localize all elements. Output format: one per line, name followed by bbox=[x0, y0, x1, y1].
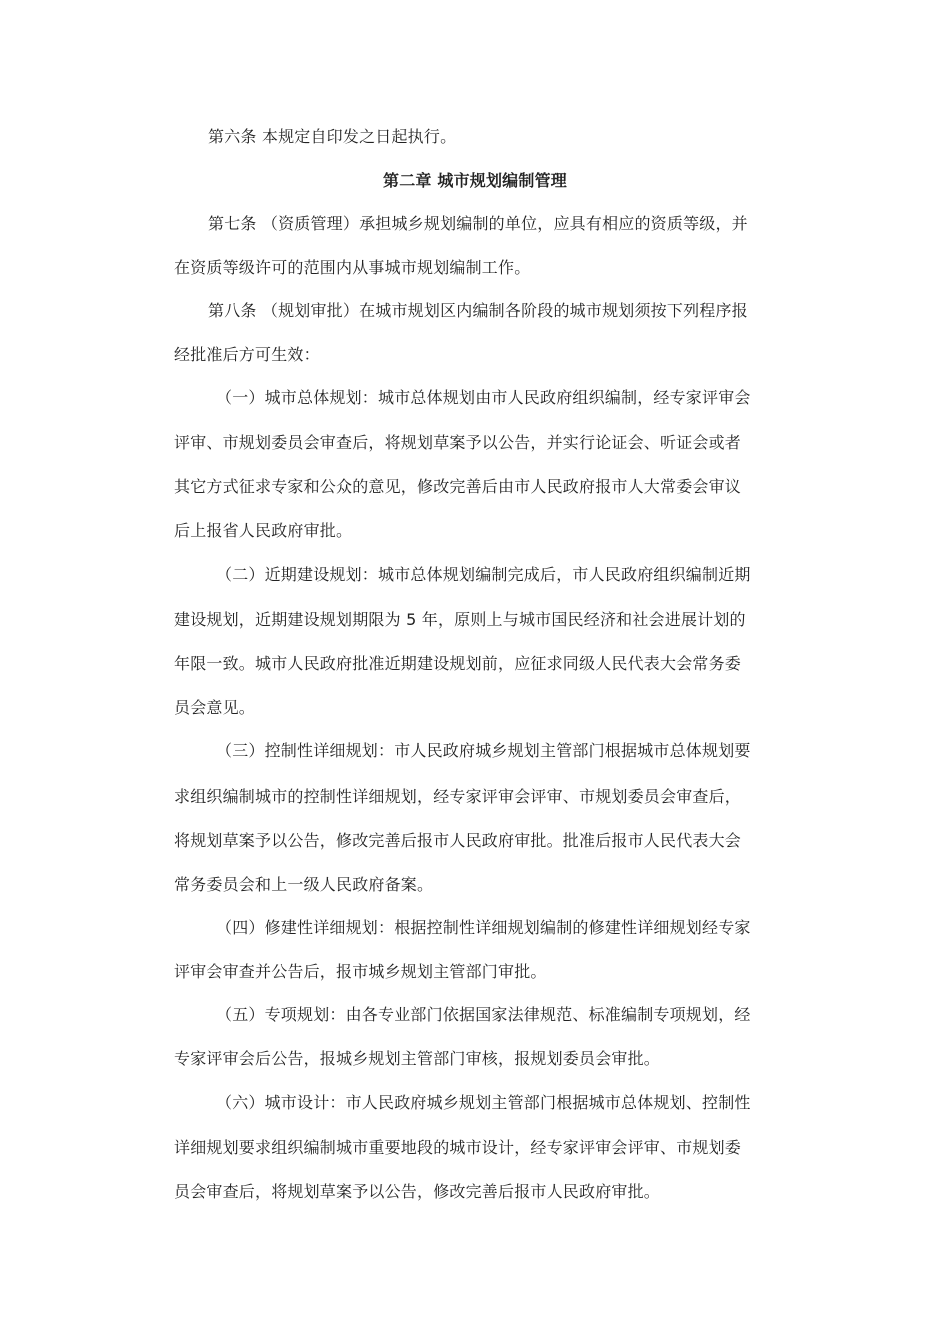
item-2-line-2: 建设规划，近期建设规划期限为 5 年，原则上与城市国民经济和社会进展计划的 bbox=[174, 610, 746, 629]
item-2-line-1: （二）近期建设规划：城市总体规划编制完成后，市人民政府组织编制近期 bbox=[216, 565, 751, 584]
item-5-line-2: 专家评审会后公告，报城乡规划主管部门审核，报规划委员会审批。 bbox=[174, 1049, 661, 1068]
item-6-line-1: （六）城市设计：市人民政府城乡规划主管部门根据城市总体规划、控制性 bbox=[216, 1093, 751, 1112]
article-6-text: 第六条 本规定自印发之日起执行。 bbox=[208, 127, 457, 146]
item-2-line-3: 年限一致。城市人民政府批准近期建设规划前，应征求同级人民代表大会常务委 bbox=[174, 654, 742, 673]
item-1-line-4: 后上报省人民政府审批。 bbox=[174, 521, 353, 540]
item-4-line-2: 评审会审查并公告后，报市城乡规划主管部门审批。 bbox=[174, 962, 547, 981]
item-4-line-1: （四）修建性详细规划：根据控制性详细规划编制的修建性详细规划经专家 bbox=[216, 918, 751, 937]
item-1-line-1: （一）城市总体规划：城市总体规划由市人民政府组织编制，经专家评审会 bbox=[216, 388, 751, 407]
item-1-line-3: 其它方式征求专家和公众的意见，修改完善后由市人民政府报市人大常委会审议 bbox=[174, 477, 742, 496]
item-1-line-2: 评审、市规划委员会审查后，将规划草案予以公告，并实行论证会、听证会或者 bbox=[174, 433, 742, 452]
article-7-line-1: 第七条 （资质管理）承担城乡规划编制的单位，应具有相应的资质等级，并 bbox=[208, 214, 748, 233]
item-3-line-1: （三）控制性详细规划：市人民政府城乡规划主管部门根据城市总体规划要 bbox=[216, 741, 751, 760]
article-8-line-2: 经批准后方可生效： bbox=[174, 345, 320, 364]
item-3-line-4: 常务委员会和上一级人民政府备案。 bbox=[174, 875, 434, 894]
article-8-line-1: 第八条 （规划审批）在城市规划区内编制各阶段的城市规划须按下列程序报 bbox=[208, 301, 748, 320]
item-2-line-4: 员会意见。 bbox=[174, 698, 256, 717]
item-3-line-2: 求组织编制城市的控制性详细规划，经专家评审会评审、市规划委员会审查后， bbox=[174, 787, 742, 806]
item-3-line-3: 将规划草案予以公告，修改完善后报市人民政府审批。批准后报市人民代表大会 bbox=[174, 831, 742, 850]
chapter-2-heading: 第二章 城市规划编制管理 bbox=[383, 171, 567, 190]
item-6-line-3: 员会审查后，将规划草案予以公告，修改完善后报市人民政府审批。 bbox=[174, 1182, 661, 1201]
article-7-line-2: 在资质等级许可的范围内从事城市规划编制工作。 bbox=[174, 258, 531, 277]
item-6-line-2: 详细规划要求组织编制城市重要地段的城市设计，经专家评审会评审、市规划委 bbox=[174, 1138, 742, 1157]
item-5-line-1: （五）专项规划：由各专业部门依据国家法律规范、标准编制专项规划，经 bbox=[216, 1005, 751, 1024]
